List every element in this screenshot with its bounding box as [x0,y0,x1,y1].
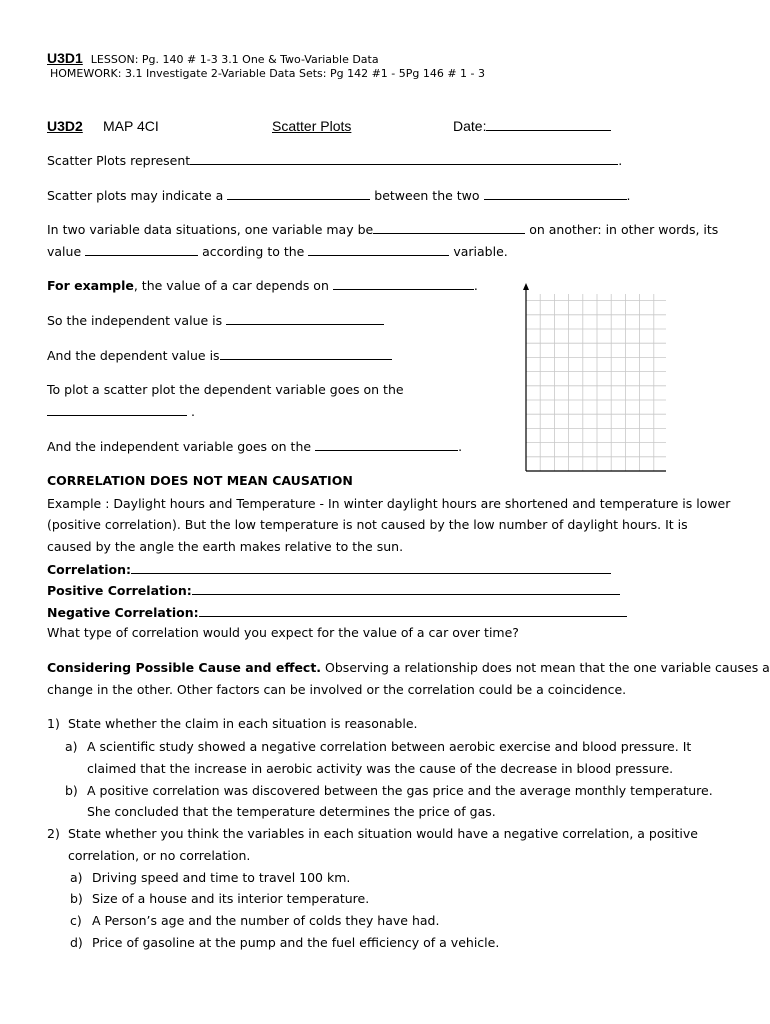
date-field [453,118,611,134]
homework-text: HOMEWORK: 3.1 Investigate 2-Variable Data Sets: Pg 142 #1 - 5Pg 146 # 1 - 3 [50,67,486,80]
independent-blank [226,312,384,325]
represent-blank [190,152,618,165]
dependent-text: And the dependent value is [47,348,220,363]
indicate-text-a: Scatter plots may indicate a [47,188,224,203]
indicate-blank-2 [484,187,627,200]
question-1b-line-2: She concluded that the temperature determines the price of gas. [87,804,496,819]
positive-correlation-blank [192,582,620,595]
plot-independent-line: And the independent variable goes on the . [47,439,463,454]
correlation-label: Correlation: [47,562,132,577]
question-1: State whether the claim in each situation is reasonable. [68,716,418,731]
blank-graph-grid [518,282,668,474]
lesson-text: LESSON: Pg. 140 # 1-3 3.1 One & Two-Variable Data [90,53,379,66]
date-label: Date: [453,118,487,134]
question-2-num: 2) [47,826,60,841]
value-blank-2 [308,243,449,256]
represent-text: Scatter Plots represent [47,153,191,168]
question-1a-line-1: A scientific study showed a negative correlation between aerobic exercise and blood pressure. It [87,739,692,754]
value-blank-1 [85,243,198,256]
unit-day-code-1: U3D1 [47,50,83,66]
correlation-para-3: caused by the angle the earth makes relative to the sun. [47,539,404,554]
question-2b-label: b) [70,891,83,906]
correlation-para-1: Example : Daylight hours and Temperature - In winter daylight hours are shortened and temperature is lower [47,496,731,511]
negative-correlation-label: Negative Correlation: [47,605,199,620]
independent-line [47,312,384,328]
example-text: , the value of a car depends on [133,278,329,293]
cause-effect-text: Observing a relationship does not mean that the one variable causes a [321,660,770,675]
question-2-line-2: correlation, or no correlation. [68,848,251,863]
plot-dependent-blank [47,403,187,416]
plot-dependent-blank-line: . [47,403,195,419]
two-variable-text-b: on another: in other words, its [529,222,719,237]
cause-effect-heading: Considering Possible Cause and effect. [47,660,322,675]
correlation-heading: CORRELATION DOES NOT MEAN CAUSATION [47,473,353,488]
question-2-line-1: State whether you think the variables in each situation would have a negative correlation, a positive [68,826,698,841]
question-2a: Driving speed and time to travel 100 km. [92,870,351,885]
question-2c-label: c) [70,913,82,928]
lesson-line [47,50,379,66]
positive-correlation-label: Positive Correlation: [47,583,192,598]
value-line [47,243,508,259]
independent-text: So the independent value is [47,313,223,328]
value-text-c: variable. [453,244,508,259]
question-1a-label: a) [65,739,78,754]
example-blank [333,277,474,290]
negative-correlation-blank [199,604,627,617]
question-1b-line-1: A positive correlation was discovered between the gas price and the average monthly temperature. [87,783,713,798]
cause-effect-line-1 [47,660,770,675]
two-variable-blank [373,221,525,234]
date-blank [486,118,611,131]
question-1b-label: b) [65,783,78,798]
unit-day-code-2: U3D2 [47,118,83,134]
course-code: MAP 4CI [103,118,159,134]
y-axis-arrow [523,283,529,290]
represent-line: Scatter Plots represent . [47,153,623,168]
dependent-line [47,347,392,363]
correlation-def-line [47,561,611,577]
value-text-a: value [47,244,82,259]
question-2a-label: a) [70,870,83,885]
grid-lines [526,294,666,471]
correlation-para-2: (positive correlation). But the low temperature is not caused by the low number of daylight hours. It is [47,517,688,532]
two-variable-text-a: In two variable data situations, one variable may be [47,222,374,237]
question-2b: Size of a house and its interior temperature. [92,891,370,906]
page-title: Scatter Plots [272,118,352,134]
indicate-text-b: between the two [374,188,480,203]
plot-independent-text: And the independent variable goes on the [47,439,312,454]
question-2d: Price of gasoline at the pump and the fuel efficiency of a vehicle. [92,935,500,950]
car-value-question: What type of correlation would you expect for the value of a car over time? [47,625,519,640]
worksheet-header [47,118,83,134]
correlation-blank [131,561,611,574]
question-1a-line-2: claimed that the increase in aerobic activity was the cause of the decrease in blood pressure. [87,761,674,776]
question-2c: A Person’s age and the number of colds they have had. [92,913,440,928]
indicate-line: Scatter plots may indicate a between the two . [47,188,631,203]
indicate-blank-1 [227,187,370,200]
negative-def-line [47,604,627,620]
cause-effect-line-2: change in the other. Other factors can be involved or the correlation could be a coincidence. [47,682,627,697]
example-line: For example, the value of a car depends on . [47,278,478,293]
plot-independent-blank [315,438,458,451]
dependent-blank [220,347,392,360]
positive-def-line [47,582,620,598]
two-variable-line [47,221,718,237]
question-1-num: 1) [47,716,60,731]
value-text-b: according to the [202,244,305,259]
question-2d-label: d) [70,935,83,950]
example-bold: For example [47,278,134,293]
plot-dependent-text: To plot a scatter plot the dependent variable goes on the [47,382,404,397]
